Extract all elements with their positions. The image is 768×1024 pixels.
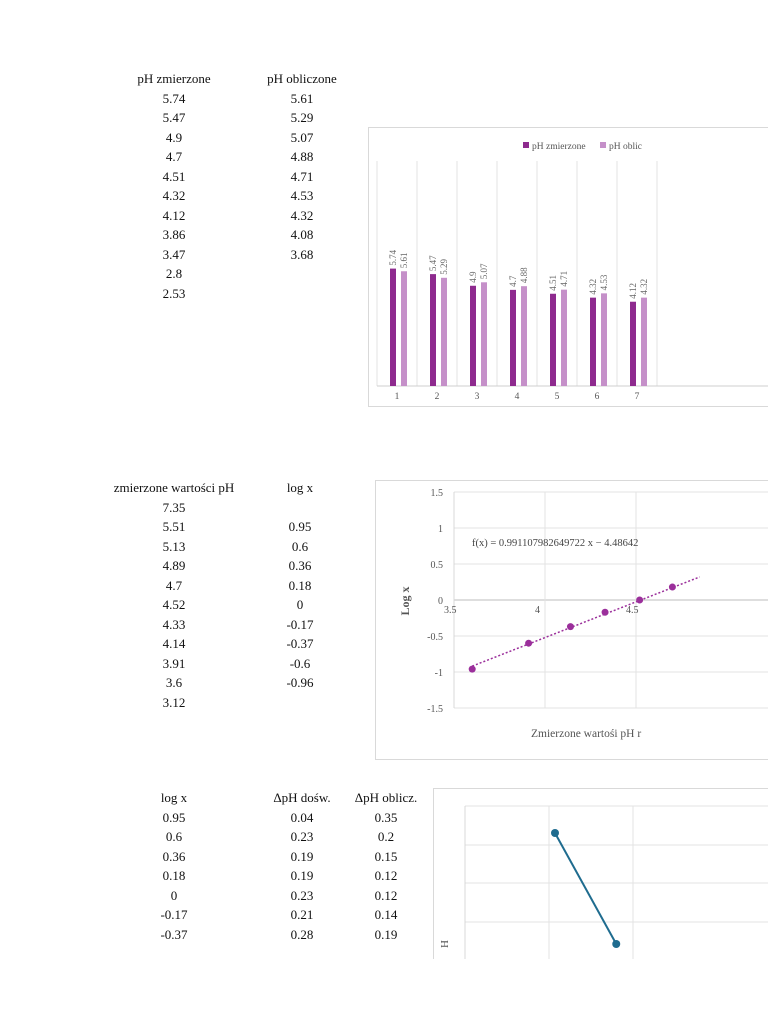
cell-delta-oblicz: 0.12 xyxy=(374,887,398,903)
cell-measured: 4.7 xyxy=(165,149,183,164)
cell-ph: 3.91 xyxy=(162,655,186,671)
scatter-point xyxy=(469,666,476,673)
cell-logx xyxy=(260,693,340,713)
column-logx xyxy=(260,478,340,690)
scatter-chart-trendline xyxy=(472,577,700,666)
scatter-x-axis-title: Zmierzone wartośi pH r xyxy=(531,728,642,740)
cell-logx-group xyxy=(260,498,340,690)
bar xyxy=(401,271,407,386)
trendline-line xyxy=(472,577,700,666)
cell-ph: 3.6 xyxy=(165,675,183,690)
cell-measured: 4.12 xyxy=(162,207,186,223)
bar-data-label: 4.7 xyxy=(508,275,518,287)
scatter-chart-x-ticks xyxy=(444,605,639,616)
cell-delta-dosw: 0.19 xyxy=(290,848,314,864)
cell-logx-2: -0.17 xyxy=(160,907,188,922)
cell-ph: 4.89 xyxy=(162,558,186,573)
cell-ph: 5.13 xyxy=(162,538,186,554)
scatter-chart-y-tick: -0.5 xyxy=(427,632,443,643)
cell-delta-oblicz: 0.12 xyxy=(374,868,398,883)
cell-ph: 5.51 xyxy=(162,519,186,534)
bar-chart-x-tick: 4 xyxy=(514,392,520,402)
header-ph-measured: pH zmierzone xyxy=(137,71,211,86)
cell-logx-2: 0 xyxy=(170,887,178,903)
bar-data-label: 4.88 xyxy=(519,267,529,284)
cell-logx: 0 xyxy=(296,597,304,612)
cell-measured: 5.74 xyxy=(162,90,186,106)
cell-delta-oblicz: 0.14 xyxy=(374,907,398,922)
delta-chart-y-axis-title: H xyxy=(439,940,451,948)
header-delta-dosw: ΔpH dośw. xyxy=(273,790,331,805)
cell-delta-oblicz: 0.15 xyxy=(374,848,398,864)
legend-label-calculated: pH oblic xyxy=(609,142,642,152)
bar-data-label: 4.9 xyxy=(468,271,478,283)
scatter-chart-y-tick: 1 xyxy=(438,524,443,535)
cell-ph: 3.12 xyxy=(162,694,186,710)
column-ph-measured xyxy=(124,69,224,301)
cell-logx: -0.96 xyxy=(286,675,314,690)
bar xyxy=(470,286,476,386)
scatter-point xyxy=(669,584,676,591)
cell-measured: 4.51 xyxy=(162,168,186,184)
bar-data-label: 5.29 xyxy=(439,259,449,275)
delta-line-chart xyxy=(434,789,768,959)
cell-ph: 4.52 xyxy=(162,597,186,612)
cell-measured: 4.32 xyxy=(162,188,186,203)
bar-chart-legend xyxy=(523,142,642,152)
bar-data-label: 5.61 xyxy=(399,252,409,269)
bar-chart-x-tick: 3 xyxy=(474,392,480,402)
cell-delta-oblicz-group xyxy=(346,808,426,942)
bar xyxy=(641,298,647,386)
scatter-point xyxy=(525,640,532,647)
cell-measured: 5.47 xyxy=(162,110,186,125)
cell-logx-2: 0.36 xyxy=(162,848,186,864)
scatter-chart-y-tick: -1 xyxy=(434,668,443,679)
bar-data-label: 4.12 xyxy=(628,282,638,299)
scatter-chart-y-ticks xyxy=(427,488,443,715)
cell-delta-dosw: 0.04 xyxy=(290,809,314,825)
cell-delta-dosw: 0.21 xyxy=(290,907,314,922)
cell-logx: 0.95 xyxy=(288,519,312,534)
column-delta-dosw xyxy=(262,788,342,942)
scatter-chart-panel xyxy=(375,480,768,760)
column-ph-calculated xyxy=(252,69,352,262)
bar xyxy=(561,290,567,386)
cell-logx: -0.37 xyxy=(286,636,314,651)
cell-calculated-group xyxy=(252,89,352,262)
header-logx-2: log x xyxy=(160,790,188,805)
bar-chart-x-tick: 5 xyxy=(554,392,560,402)
cell-logx: -0.17 xyxy=(286,616,314,632)
cell-logx-2-group xyxy=(134,808,214,942)
trendline-equation: f(x) = 0.991107982649722 x − 4.48642 xyxy=(472,538,639,549)
bar xyxy=(441,278,447,386)
header-measured-ph: zmierzone wartości pH xyxy=(113,480,235,495)
bar xyxy=(481,282,487,386)
scatter-point xyxy=(636,597,643,604)
cell-logx: -0.6 xyxy=(289,655,311,671)
delta-chart-series xyxy=(551,829,620,948)
bar-data-label: 4.53 xyxy=(599,274,609,291)
cell-calculated: 4.32 xyxy=(290,207,314,223)
bar xyxy=(510,290,516,386)
cell-measured: 4.9 xyxy=(165,129,183,145)
delta-chart-grid xyxy=(465,806,768,959)
cell-delta-oblicz: 0.19 xyxy=(374,926,398,942)
cell-calculated: 4.08 xyxy=(290,227,314,242)
scatter-chart-y-tick: 1.5 xyxy=(430,488,443,499)
bar xyxy=(550,294,556,386)
bar-chart-data-labels xyxy=(388,249,649,298)
cell-calculated: 4.53 xyxy=(290,188,314,203)
cell-ph-group xyxy=(104,498,244,710)
header-delta-oblicz: ΔpH oblicz. xyxy=(354,790,418,805)
bar-data-label: 4.71 xyxy=(559,270,569,287)
column-measured-ph xyxy=(104,478,244,710)
cell-ph: 4.7 xyxy=(165,577,183,593)
delta-series-line xyxy=(555,833,616,944)
bar xyxy=(601,293,607,386)
scatter-chart-grid xyxy=(454,492,768,708)
bar-data-label: 5.74 xyxy=(388,249,398,266)
scatter-chart-y-tick: 0 xyxy=(438,596,443,607)
cell-calculated: 4.71 xyxy=(290,168,314,184)
bar xyxy=(630,302,636,386)
bar-data-label: 4.51 xyxy=(548,275,558,291)
cell-measured-group xyxy=(124,89,224,301)
cell-calculated: 3.68 xyxy=(290,246,314,262)
bar-chart-panel xyxy=(368,127,768,407)
cell-delta-dosw-group xyxy=(262,808,342,942)
bar-data-label: 4.32 xyxy=(588,278,598,295)
bar-chart-x-ticks xyxy=(395,392,640,402)
scatter-chart-points xyxy=(469,584,676,673)
cell-logx-2: 0.95 xyxy=(162,809,186,825)
scatter-chart-y-tick: -1.5 xyxy=(427,704,443,715)
delta-series-point xyxy=(612,940,620,948)
bar-data-label: 5.07 xyxy=(479,263,489,280)
cell-logx-2: -0.37 xyxy=(160,926,188,942)
cell-calculated: 4.88 xyxy=(290,149,314,164)
delta-series-point xyxy=(551,829,559,837)
legend-label-measured: pH zmierzone xyxy=(532,142,586,152)
cell-logx xyxy=(260,498,340,518)
cell-logx-2: 0.6 xyxy=(165,829,183,844)
bar-chart-x-tick: 1 xyxy=(394,392,400,402)
cell-ph: 7.35 xyxy=(162,499,186,515)
cell-delta-dosw: 0.23 xyxy=(290,887,314,903)
header-logx: log x xyxy=(286,480,314,495)
column-delta-oblicz xyxy=(346,788,426,942)
cell-delta-oblicz: 0.2 xyxy=(377,829,395,844)
scatter-chart-x-tick: 4.5 xyxy=(626,605,639,616)
cell-measured: 2.8 xyxy=(165,266,183,281)
scatter-point xyxy=(602,609,609,616)
scatter-chart xyxy=(376,481,768,759)
bar-data-label: 5.47 xyxy=(428,255,438,272)
column-logx-2 xyxy=(134,788,214,942)
scatter-y-axis-title: Log x xyxy=(398,586,412,616)
cell-logx: 0.18 xyxy=(288,577,312,593)
cell-delta-oblicz: 0.35 xyxy=(374,809,398,825)
bar xyxy=(590,298,596,386)
bar xyxy=(521,286,527,386)
cell-measured: 2.53 xyxy=(162,285,186,301)
legend-swatch-calculated xyxy=(600,142,606,148)
bar xyxy=(430,274,436,386)
delta-line-chart-panel xyxy=(433,788,768,959)
cell-calculated: 5.61 xyxy=(290,90,314,106)
bar-chart-x-tick: 2 xyxy=(434,392,440,402)
cell-logx: 0.36 xyxy=(288,558,312,573)
scatter-chart-x-tick: 4 xyxy=(535,605,540,616)
bar-chart-x-tick: 7 xyxy=(634,392,640,402)
cell-ph: 4.33 xyxy=(162,616,186,632)
bar-chart-x-tick: 6 xyxy=(594,392,600,402)
cell-logx: 0.6 xyxy=(291,538,309,554)
cell-logx-2: 0.18 xyxy=(162,868,186,883)
cell-delta-dosw: 0.19 xyxy=(290,868,314,883)
header-ph-calculated: pH obliczone xyxy=(267,71,337,86)
cell-calculated: 5.07 xyxy=(290,129,314,145)
cell-ph: 4.14 xyxy=(162,636,186,651)
scatter-chart-x-tick: 3.5 xyxy=(444,605,457,616)
scatter-chart-y-tick: 0.5 xyxy=(430,560,443,571)
cell-calculated: 5.29 xyxy=(290,110,314,125)
bar-chart xyxy=(369,128,768,406)
cell-delta-dosw: 0.28 xyxy=(290,926,314,942)
bar xyxy=(390,269,396,386)
legend-swatch-measured xyxy=(523,142,529,148)
cell-delta-dosw: 0.23 xyxy=(290,829,314,844)
cell-measured: 3.86 xyxy=(162,227,186,242)
bar-data-label: 4.32 xyxy=(639,278,649,295)
cell-measured: 3.47 xyxy=(162,246,186,262)
scatter-point xyxy=(567,623,574,630)
